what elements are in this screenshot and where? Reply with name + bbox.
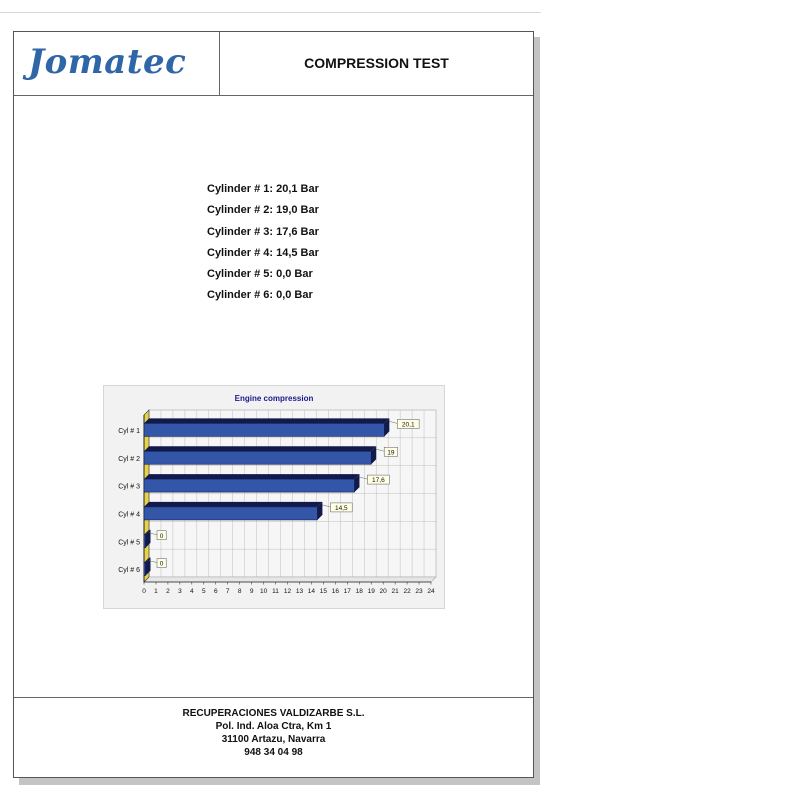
x-tick-label: 14 [307, 588, 316, 595]
x-tick-label: 8 [237, 588, 242, 595]
company-address-block [14, 707, 533, 759]
reading-cylinder-2: Cylinder # 2: 19,0 Bar [207, 204, 319, 217]
x-tick-label: 13 [295, 588, 304, 595]
x-tick-label: 21 [391, 588, 399, 595]
x-tick-label: 9 [249, 588, 254, 595]
bar [144, 479, 354, 492]
cylinder-readings [207, 182, 319, 310]
data-label: 0 [159, 560, 164, 568]
x-tick-label: 6 [213, 588, 218, 595]
x-tick-label: 24 [427, 588, 435, 595]
reading-cylinder-5: Cylinder # 5: 0,0 Bar [207, 268, 313, 281]
data-label: 19 [387, 449, 395, 457]
x-tick-label: 10 [259, 588, 268, 595]
report-page [13, 31, 534, 778]
x-tick-label: 5 [201, 588, 206, 595]
chart-title: Engine compression [234, 394, 314, 403]
reading-cylinder-6: Cylinder # 6: 0,0 Bar [207, 289, 313, 302]
x-tick-label: 18 [355, 588, 363, 595]
x-tick-label: 1 [154, 588, 158, 595]
reading-cylinder-1: Cylinder # 1: 20,1 Bar [207, 183, 319, 195]
x-tick-label: 7 [225, 588, 230, 595]
data-label: 0 [159, 532, 164, 540]
top-rule [0, 12, 541, 13]
x-tick-label: 3 [178, 588, 182, 595]
report-footer [14, 697, 533, 778]
category-label: Cyl # 5 [118, 539, 140, 547]
company-city: 31100 Artazu, Navarra [221, 734, 326, 745]
data-label: 14,5 [334, 504, 348, 512]
data-label: 17,6 [372, 477, 385, 485]
logo-cell [14, 32, 220, 95]
chart-canvas [104, 386, 446, 610]
x-tick-label: 17 [343, 588, 351, 595]
bar [144, 563, 146, 576]
bar [144, 451, 371, 464]
x-tick-label: 16 [331, 588, 339, 595]
x-tick-label: 15 [319, 588, 327, 595]
category-label: Cyl # 6 [118, 567, 140, 575]
x-tick-label: 12 [283, 588, 292, 595]
x-tick-label: 19 [367, 588, 375, 595]
bar-top [144, 418, 389, 423]
company-name: RECUPERACIONES VALDIZARBE S.L. [182, 708, 365, 719]
reading-cylinder-4: Cylinder # 4: 14,5 Bar [207, 246, 319, 259]
bar [144, 423, 384, 436]
category-label: Cyl # 3 [118, 483, 140, 491]
reading-cylinder-3: Cylinder # 3: 17,6 Bar [207, 225, 319, 238]
report-header [14, 32, 533, 96]
data-label: 20,1 [401, 421, 415, 429]
x-tick-label: 4 [190, 588, 194, 595]
bar-top [144, 502, 322, 507]
company-phone: 948 34 04 98 [244, 747, 303, 758]
x-tick-label: 20 [379, 588, 387, 595]
bar-top [144, 474, 359, 479]
document-title: COMPRESSION TEST [304, 55, 449, 71]
compression-chart [103, 385, 445, 609]
x-tick-label: 22 [403, 588, 411, 595]
bar [144, 535, 146, 548]
chart-floor [144, 577, 436, 582]
company-address: Pol. Ind. Aloa Ctra, Km 1 [215, 721, 332, 732]
bar-top [144, 446, 376, 451]
category-label: Cyl # 1 [118, 427, 140, 435]
x-tick-label: 23 [415, 588, 423, 595]
company-logo: Jomatec [28, 42, 187, 82]
x-tick-label: 0 [142, 588, 146, 595]
category-label: Cyl # 4 [118, 511, 140, 519]
bar [144, 507, 317, 520]
x-tick-label: 2 [166, 588, 170, 595]
category-label: Cyl # 2 [118, 455, 140, 463]
x-tick-label: 11 [272, 588, 279, 595]
